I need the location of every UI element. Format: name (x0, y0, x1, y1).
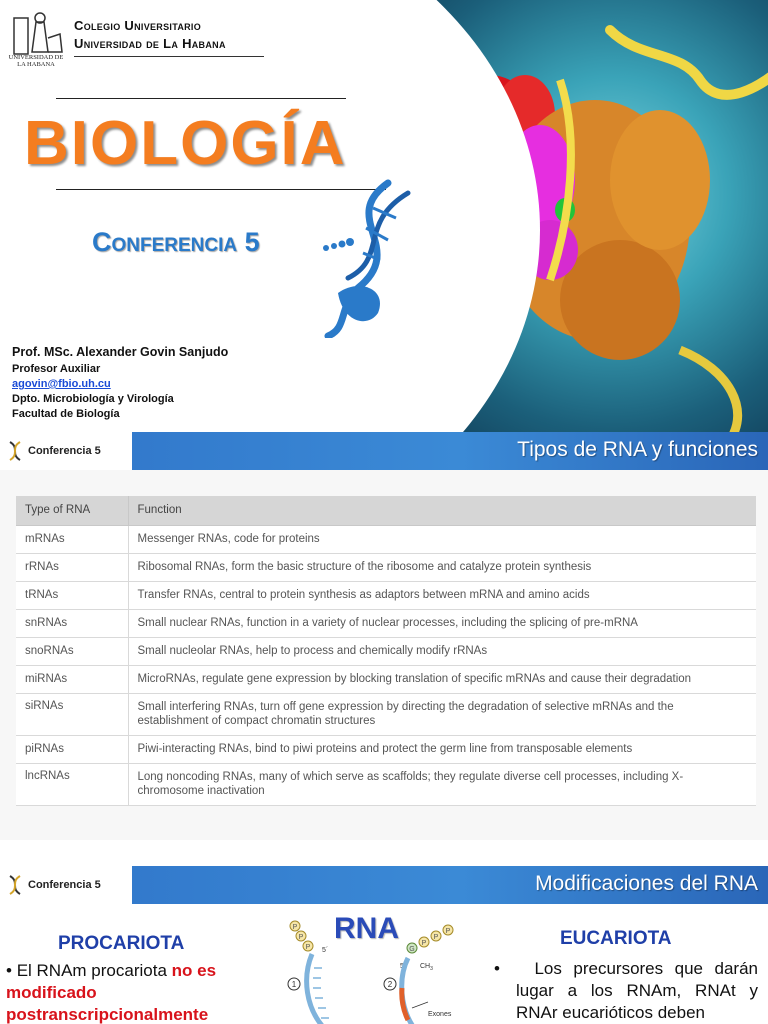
professor-email-link[interactable]: agovin@fbio.uh.cu (12, 378, 111, 390)
phosphate-label: P (445, 928, 451, 935)
rna-processing-diagram (284, 918, 484, 1024)
rna-function-cell: Messenger RNAs, code for proteins (128, 525, 756, 553)
dna-tag-icon (6, 874, 26, 896)
rna-type-cell: siRNAs (16, 693, 128, 735)
professor-rank: Profesor Auxiliar (12, 363, 101, 375)
table-row (16, 525, 756, 553)
eukaryote-bullet: • Los precursores que darán lugar a los RNAm, RNAt y RNAr eucarióticos deben (494, 959, 758, 1022)
slide-title: Tipos de RNA y funciones (517, 438, 758, 461)
rna-types-slide (0, 432, 768, 840)
table-row (16, 735, 756, 763)
slide-title: Modificaciones del RNA (535, 872, 758, 895)
title-rule-top (56, 98, 346, 99)
rna-type-cell: rRNAs (16, 553, 128, 581)
table-row (16, 693, 756, 735)
slide-header-bar (0, 432, 768, 470)
rna-function-cell: Small interfering RNAs, turn off gene expression by directing the degradation of selective mRNAs and the establishment of compact chromatin structures (128, 693, 756, 735)
rna-function-cell: Small nucleolar RNAs, help to process and chemically modify rRNAs (128, 637, 756, 665)
rna-function-cell: Small nuclear RNAs, function in a variety of nuclear processes, including the splicing of pre-mRNA (128, 609, 756, 637)
guanine-cap-label: G (409, 946, 415, 953)
school-underline (74, 56, 264, 57)
phosphate-label: P (298, 934, 304, 941)
table-row (16, 637, 756, 665)
column-header: Function (128, 496, 756, 525)
conference-tag: Conferencia 5 (6, 440, 126, 462)
table-row (16, 665, 756, 693)
dna-helix-icon (318, 178, 418, 338)
phosphate-label: P (421, 940, 427, 947)
phosphate-label: P (433, 934, 439, 941)
methyl-label: $CH_3$ (420, 963, 433, 972)
five-prime-label: 5´ (322, 947, 329, 954)
rna-type-cell: snRNAs (16, 609, 128, 637)
eukaryote-heading: EUCARIOTA (560, 928, 672, 949)
table-row (16, 581, 756, 609)
school-name: Colegio Universitario Universidad de La Habana (74, 18, 226, 51)
rna-type-cell: miRNAs (16, 665, 128, 693)
column-header: Type of RNA (16, 496, 128, 525)
table-row (16, 609, 756, 637)
rna-type-cell: mRNAs (16, 525, 128, 553)
rna-function-cell: Ribosomal RNAs, form the basic structure of the ribosome and catalyze protein synthesis (128, 553, 756, 581)
rna-function-cell: Transfer RNAs, central to protein synthesis as adaptors between mRNA and amino acids (128, 581, 756, 609)
phosphate-label: P (305, 944, 311, 951)
faculty: Facultad de Biología (12, 408, 120, 420)
course-title: BIOLOGÍA (24, 109, 347, 178)
conference-title: Conferencia 5 (92, 227, 260, 257)
rna-type-cell: tRNAs (16, 581, 128, 609)
title-slide (0, 0, 768, 432)
department: Dpto. Microbiología y Virología (12, 393, 174, 405)
phosphate-label: P (292, 924, 298, 931)
prokaryote-bullet: • El RNAm procariota no es modificado postranscripcionalmente (6, 961, 217, 1024)
five-prime-label: 5´ (400, 963, 407, 970)
rna-function-cell: MicroRNAs, regulate gene expression by blocking translation of specific mRNAs and cause their degradation (128, 665, 756, 693)
seal-caption: UNIVERSIDAD DE LA HABANA (8, 54, 64, 68)
conference-tag: Conferencia 5 (6, 874, 126, 896)
slide-header-bar (0, 866, 768, 904)
rna-types-table (16, 496, 756, 806)
exons-label: Exones (428, 1011, 452, 1018)
professor-name: Prof. MSc. Alexander Govin Sanjudo (12, 345, 229, 359)
rna-modifications-slide (0, 862, 768, 1024)
rna-type-cell: piRNAs (16, 735, 128, 763)
rna-heading: RNA (334, 912, 399, 945)
prokaryote-heading: PROCARIOTA (58, 933, 185, 954)
table-row (16, 763, 756, 805)
table-header-row (16, 496, 756, 525)
rna-function-cell: Piwi-interacting RNAs, bind to piwi proteins and protect the germ line from transposable elements (128, 735, 756, 763)
step-two-label: 2 (387, 980, 393, 989)
rna-function-cell: Long noncoding RNAs, many of which serve as scaffolds; they regulate diverse cell processes, including X-chromosome inactivation (128, 763, 756, 805)
table-row (16, 553, 756, 581)
step-one-label: 1 (291, 980, 297, 989)
rna-type-cell: lncRNAs (16, 763, 128, 805)
rna-type-cell: snoRNAs (16, 637, 128, 665)
dna-tag-icon (6, 440, 26, 462)
